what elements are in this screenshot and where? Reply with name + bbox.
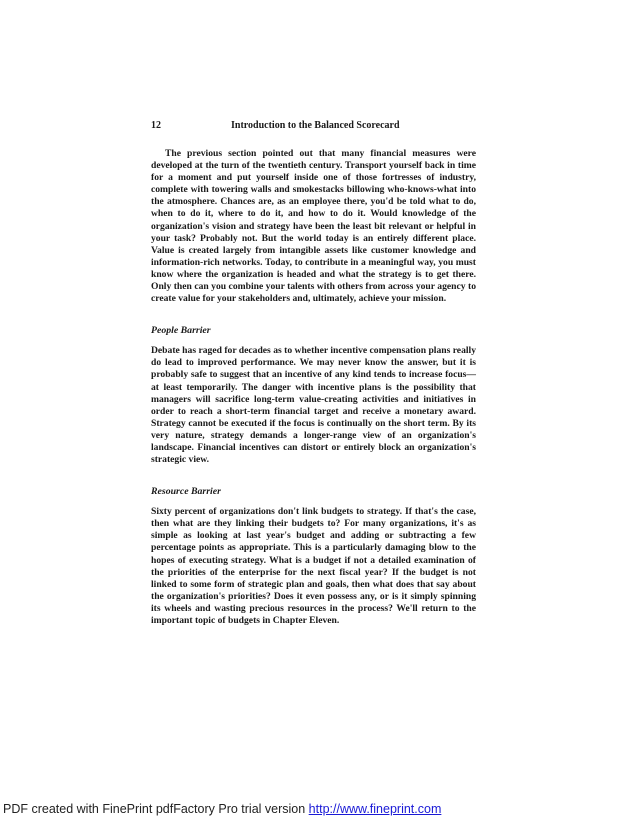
footer-link[interactable]: http://www.fineprint.com: [308, 802, 442, 816]
footer-text: PDF created with FinePrint pdfFactory Pro trial version: [3, 802, 309, 816]
intro-paragraph: The previous section pointed out that many financial measures were developed at the turn of the twentieth century. Transport yourself back in time for a moment and put yourself inside one of those fortresses of industry, complete with towering walls and smokestacks billowing who-knows-what into the atmosphere. Chances are, as an employee there, you'd be told what to do, when to do it, where to do it, and how to do it. Would knowledge of the organization's vision and strategy have been the least bit relevant or helpful in your task? Probably not. But the world today is an entirely different place. Value is created largely from intangible assets like customer knowledge and information-rich networks. Today, to contribute in a meaningful way, you must know where the organization is headed and what the strategy is to get there. Only then can you combine your talents with others from across your agency to create value for your stakeholders and, ultimately, achieve your mission.: [151, 148, 476, 305]
page-content: [151, 148, 476, 627]
section-heading-people-barrier: People Barrier: [151, 325, 211, 337]
section-paragraph-resource-barrier: Sixty percent of organizations don't link budgets to strategy. If that's the case, then what are they linking their budgets to? For many organizations, it's as simple as looking at last year's budget and adding or subtracting a few percentage points as appropriate. This is a particularly damaging blow to the hopes of executing strategy. What is a budget if not a detailed examination of the priorities of the enterprise for the next fiscal year? If the budget is not linked to some form of strategic plan and goals, then what does that say about the organization's priorities? Does it even possess any, or is it simply spinning its wheels and wasting precious resources in the process? We'll return to the important topic of budgets in Chapter Eleven.: [151, 506, 476, 626]
page-number: 12: [151, 120, 161, 131]
book-title: Introduction to the Balanced Scorecard: [231, 120, 400, 131]
pdf-footer: [3, 802, 441, 816]
section-paragraph-people-barrier: Debate has raged for decades as to whether incentive compensation plans really do lead to improved performance. We may never know the answer, but it is probably safe to suggest that an incentive of any kind tends to increase focus—at least temporarily. The danger with incentive plans is the possibility that managers will sacrifice long-term value-creating activities and initiatives in order to reach a short-term financial target and receive a monetary award. Strategy cannot be executed if the focus is continually on the short term. By its very nature, strategy demands a longer-range view of an organization's landscape. Financial incentives can distort or entirely block an organization's strategic view.: [151, 345, 476, 466]
running-head: [151, 120, 476, 134]
section-heading-resource-barrier: Resource Barrier: [151, 486, 221, 498]
